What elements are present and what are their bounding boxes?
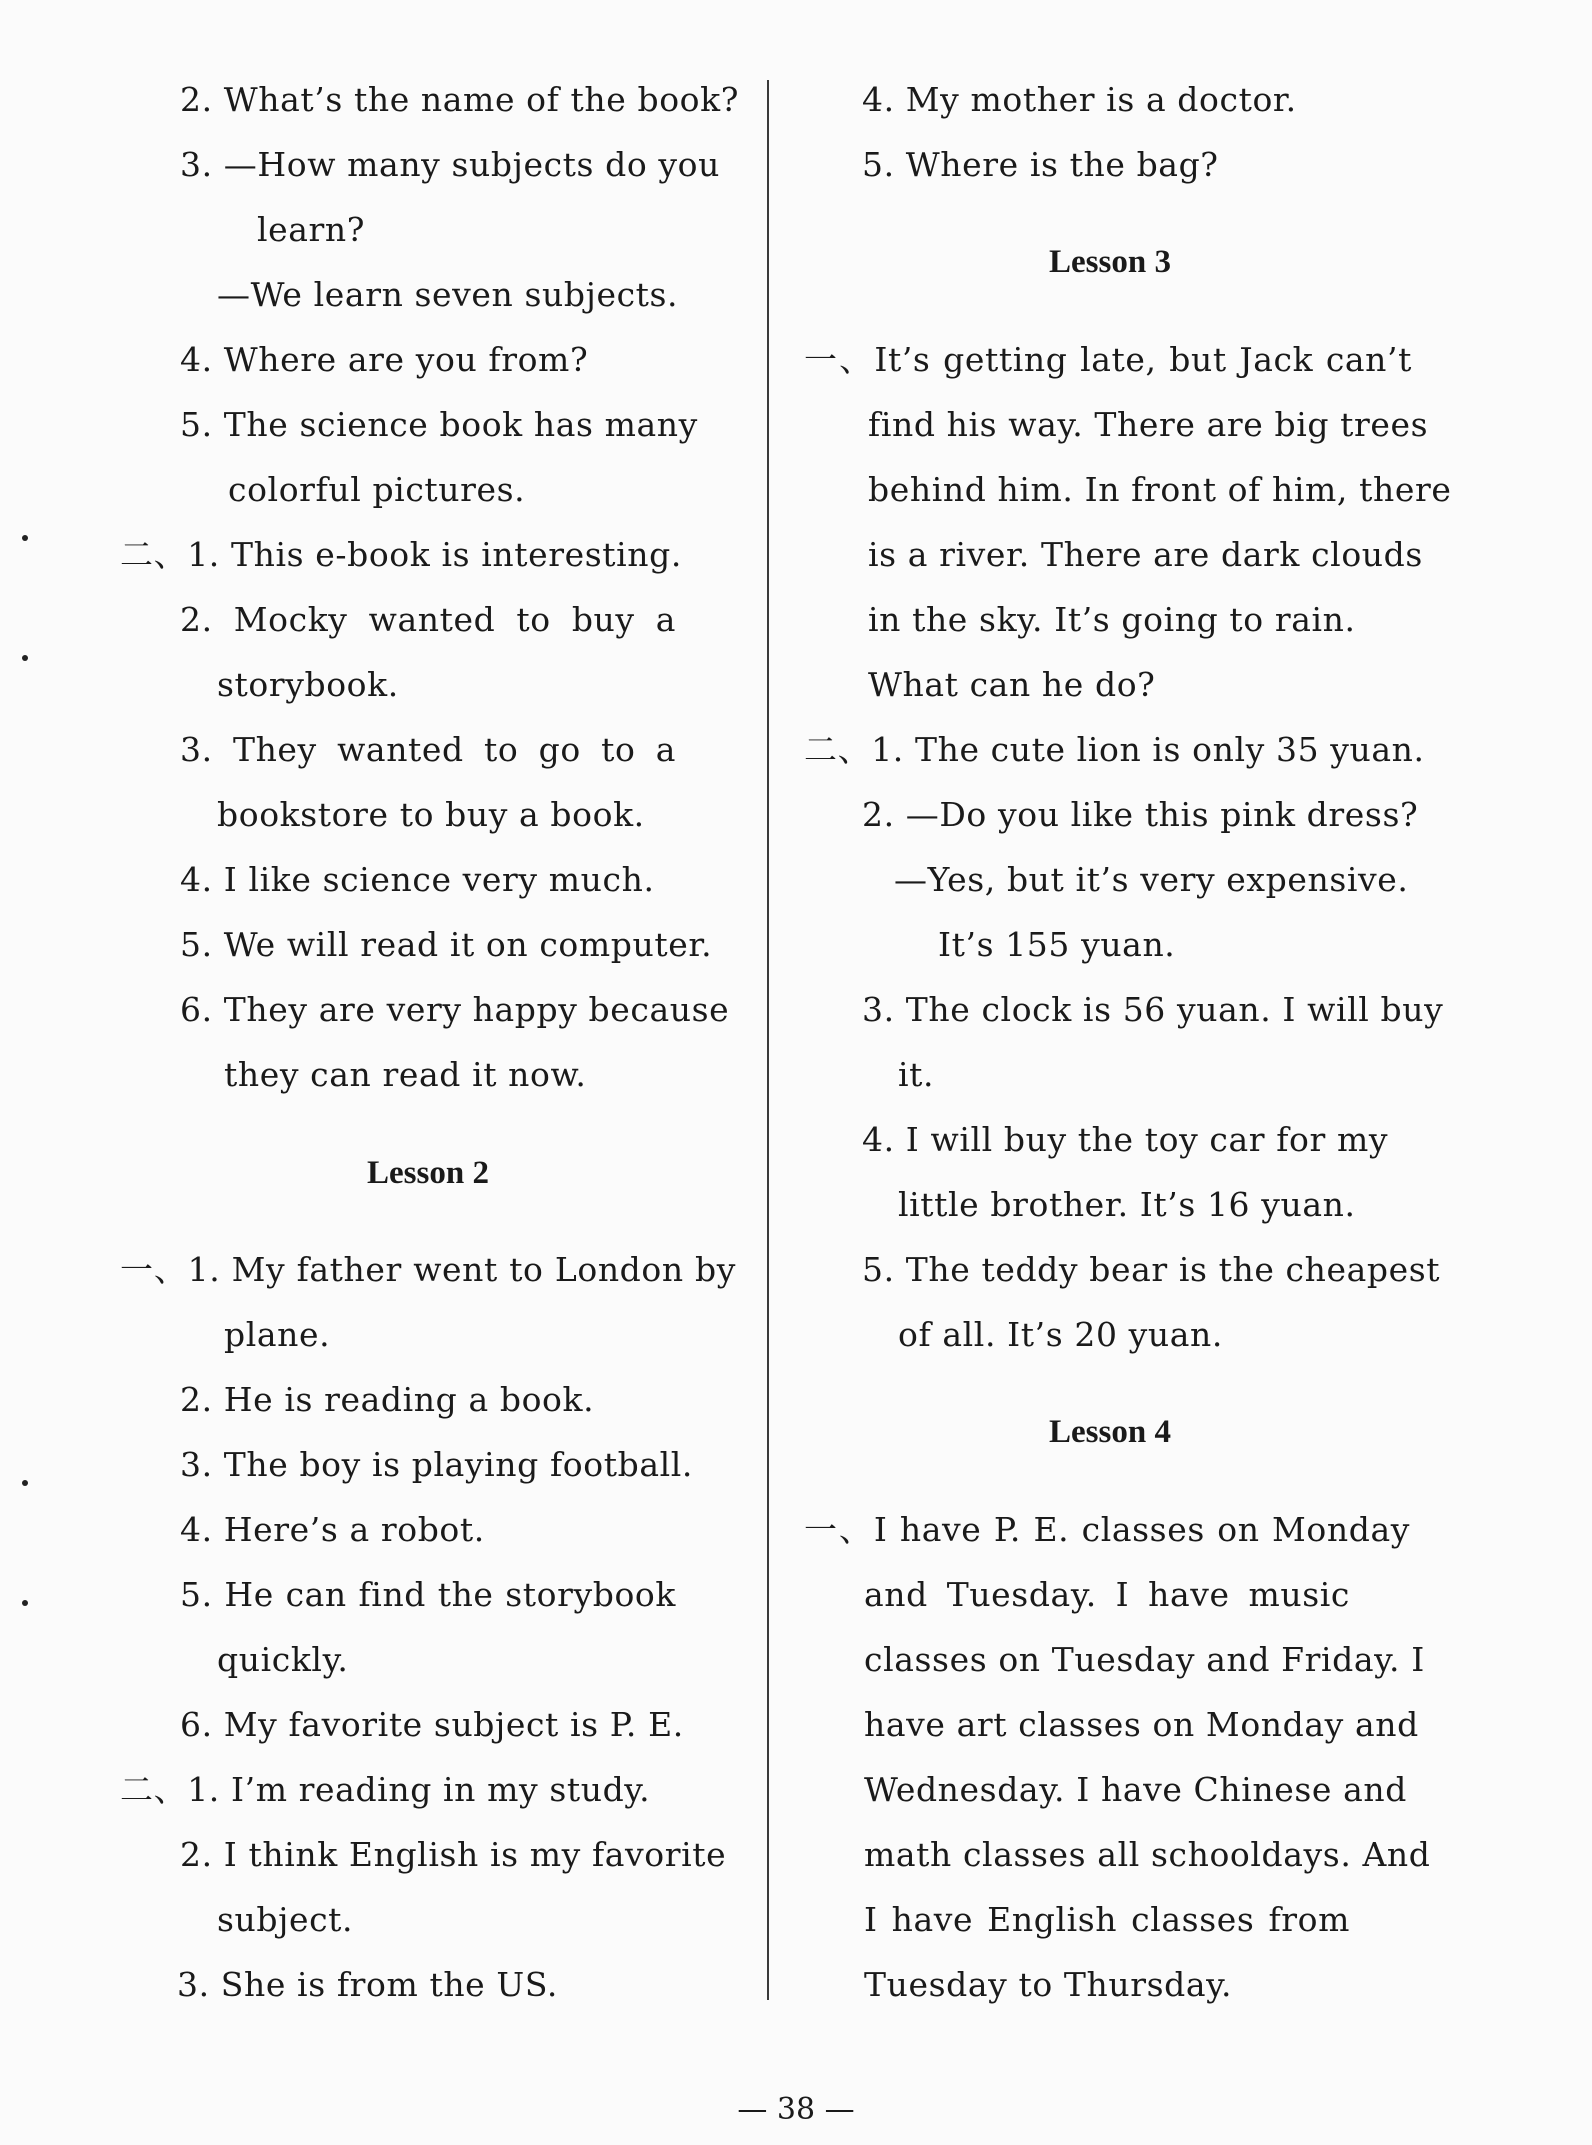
left-text-line: they can read it now. [224, 1055, 587, 1094]
right-text-line: of all. It’s 20 yuan. [898, 1315, 1223, 1354]
right-text-line: 一、It’s getting late, but Jack can’t [804, 340, 1412, 379]
left-text-line: subject. [217, 1900, 354, 1939]
right-text-line: 4. My mother is a doctor. [862, 80, 1297, 119]
right-text-line: it. [898, 1055, 935, 1094]
left-text-line: —We learn seven subjects. [217, 275, 679, 314]
right-text-line: Wednesday. I have Chinese and [864, 1770, 1407, 1809]
right-text-line: 5. The teddy bear is the cheapest [862, 1250, 1441, 1289]
left-text-line: colorful pictures. [228, 470, 526, 509]
right-text-line: in the sky. It’s going to rain. [868, 600, 1356, 639]
left-text-line: 3. She is from the US. [177, 1965, 558, 2004]
right-text-line: —Yes, but it’s very expensive. [894, 860, 1409, 899]
margin-dot [22, 1480, 28, 1486]
right-text-line: math classes all schooldays. And [864, 1835, 1431, 1874]
margin-dot [22, 535, 28, 541]
right-text-line: It’s 155 yuan. [938, 925, 1176, 964]
left-text-line: 一、1. My father went to London by [120, 1250, 736, 1289]
right-text-line: and Tuesday. I have music [864, 1575, 1350, 1614]
right-text-line: behind him. In front of him, there [868, 470, 1452, 509]
left-text-line: 4. Here’s a robot. [180, 1510, 485, 1549]
left-text-line: 3. The boy is playing football. [180, 1445, 693, 1484]
left-text-line: 2. He is reading a book. [180, 1380, 595, 1419]
margin-dot [22, 1600, 28, 1606]
right-text-line: 二、1. The cute lion is only 35 yuan. [804, 730, 1425, 769]
margin-dot [22, 655, 28, 661]
left-text-line: storybook. [217, 665, 399, 704]
left-text-line: 6. My favorite subject is P. E. [180, 1705, 684, 1744]
right-text-line: classes on Tuesday and Friday. I [864, 1640, 1425, 1679]
lesson-heading: Lesson 3 [1049, 244, 1171, 280]
right-text-line: What can he do? [868, 665, 1156, 704]
left-text-line: 4. Where are you from? [180, 340, 589, 379]
left-text-line: learn? [257, 210, 366, 249]
column-divider [767, 80, 769, 2000]
left-text-line: 二、1. This e-book is interesting. [120, 535, 682, 574]
left-text-line: 2. Mocky wanted to buy a [180, 600, 676, 639]
left-text-line: bookstore to buy a book. [217, 795, 645, 834]
left-text-line: 2. I think English is my favorite [180, 1835, 727, 1874]
left-text-line: 3. They wanted to go to a [180, 730, 676, 769]
right-text-line: have art classes on Monday and [864, 1705, 1419, 1744]
page-number: — 38 — [737, 2092, 855, 2127]
right-text-line: little brother. It’s 16 yuan. [898, 1185, 1356, 1224]
right-text-line: I have English classes from [864, 1900, 1350, 1939]
right-text-line: 3. The clock is 56 yuan. I will buy [862, 990, 1444, 1029]
right-text-line: find his way. There are big trees [868, 405, 1429, 444]
right-text-line: Tuesday to Thursday. [864, 1965, 1233, 2004]
left-text-line: 二、1. I’m reading in my study. [120, 1770, 651, 1809]
left-text-line: plane. [224, 1315, 331, 1354]
right-text-line: 2. —Do you like this pink dress? [862, 795, 1419, 834]
left-text-line: 4. I like science very much. [180, 860, 655, 899]
left-text-line: 3. —How many subjects do you [180, 145, 720, 184]
right-text-line: is a river. There are dark clouds [868, 535, 1423, 574]
left-text-line: quickly. [217, 1640, 349, 1679]
right-text-line: 4. I will buy the toy car for my [862, 1120, 1389, 1159]
lesson-heading: Lesson 2 [367, 1155, 489, 1191]
left-text-line: 6. They are very happy because [180, 990, 730, 1029]
left-text-line: 2. What’s the name of the book? [180, 80, 740, 119]
right-text-line: 一、I have P. E. classes on Monday [804, 1510, 1410, 1549]
left-text-line: 5. He can find the storybook [180, 1575, 676, 1614]
left-text-line: 5. The science book has many [180, 405, 698, 444]
left-text-line: 5. We will read it on computer. [180, 925, 713, 964]
lesson-heading: Lesson 4 [1049, 1414, 1171, 1450]
right-text-line: 5. Where is the bag? [862, 145, 1219, 184]
